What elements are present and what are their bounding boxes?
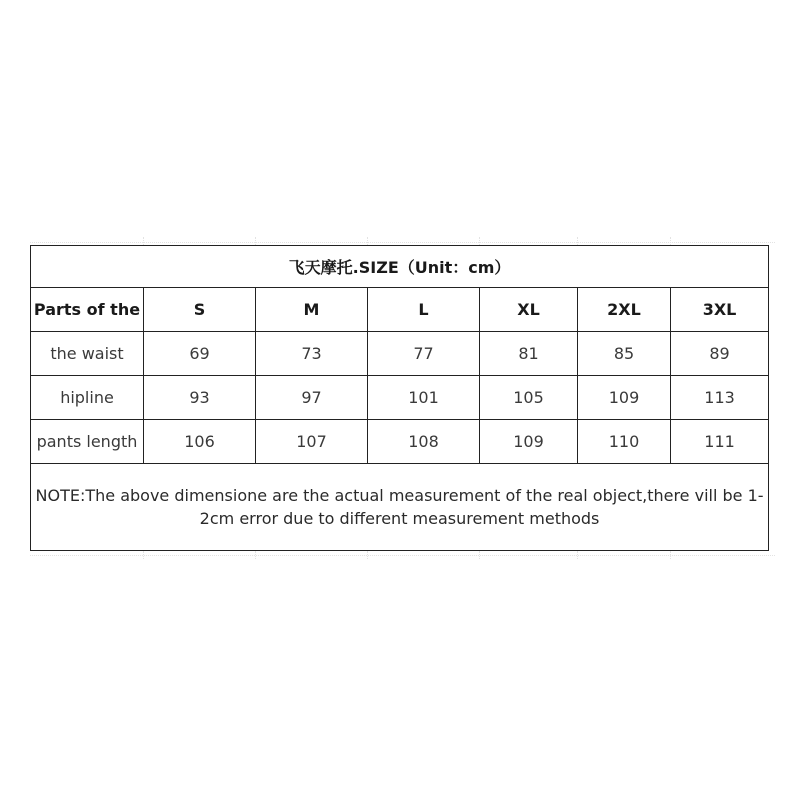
value-cell: 110 <box>578 420 671 464</box>
value-cell: 97 <box>256 376 368 420</box>
value-cell: 93 <box>144 376 256 420</box>
table-header-row <box>31 288 769 332</box>
size-header-cell: L <box>368 288 480 332</box>
sheet-gridline <box>577 237 578 245</box>
size-header-cell: 2XL <box>578 288 671 332</box>
sheet-gridline <box>479 551 480 559</box>
value-cell: 85 <box>578 332 671 376</box>
value-cell: 89 <box>671 332 769 376</box>
value-cell: 73 <box>256 332 368 376</box>
row-label-cell: the waist <box>31 332 144 376</box>
table-note-row <box>31 464 769 551</box>
value-cell: 101 <box>368 376 480 420</box>
value-cell: 69 <box>144 332 256 376</box>
value-cell: 81 <box>480 332 578 376</box>
value-cell: 113 <box>671 376 769 420</box>
size-header-cell: M <box>256 288 368 332</box>
sheet-gridline <box>255 237 256 245</box>
sheet-gridline <box>479 237 480 245</box>
sheet-gridline <box>143 551 144 559</box>
size-header-cell: S <box>144 288 256 332</box>
value-cell: 107 <box>256 420 368 464</box>
measurement-note: NOTE:The above dimensione are the actual measurement of the real object,there vill be 1-2cm error due to different measurement methods <box>31 464 769 551</box>
sheet-gridline-top <box>30 242 775 243</box>
sheet-gridline <box>367 551 368 559</box>
size-chart-table <box>30 245 769 551</box>
row-label-cell: pants length <box>31 420 144 464</box>
sheet-gridline <box>670 237 671 245</box>
row-label-cell: hipline <box>31 376 144 420</box>
sheet-gridline-bottom <box>30 555 775 556</box>
sheet-gridline <box>255 551 256 559</box>
table-title: 飞天摩托.SIZE（Unit：cm） <box>31 246 769 288</box>
sheet-gridline <box>143 237 144 245</box>
header-label-cell: Parts of the <box>31 288 144 332</box>
table-row <box>31 332 769 376</box>
value-cell: 106 <box>144 420 256 464</box>
size-header-cell: XL <box>480 288 578 332</box>
size-header-cell: 3XL <box>671 288 769 332</box>
table-title-row <box>31 246 769 288</box>
value-cell: 109 <box>578 376 671 420</box>
value-cell: 105 <box>480 376 578 420</box>
table-row <box>31 376 769 420</box>
value-cell: 108 <box>368 420 480 464</box>
sheet-gridline <box>670 551 671 559</box>
table-row <box>31 420 769 464</box>
sheet-gridline <box>367 237 368 245</box>
value-cell: 111 <box>671 420 769 464</box>
value-cell: 109 <box>480 420 578 464</box>
value-cell: 77 <box>368 332 480 376</box>
sheet-gridline <box>577 551 578 559</box>
